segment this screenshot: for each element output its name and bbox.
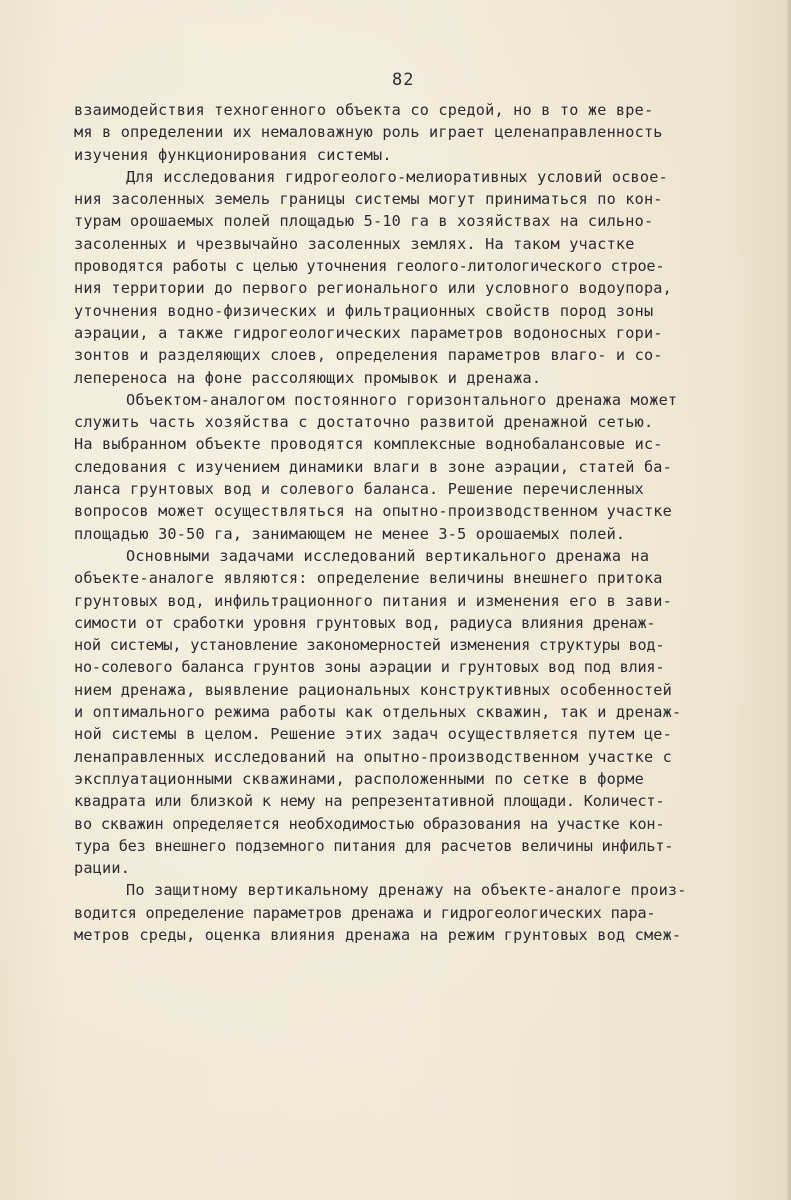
paragraph-start-line: Основными задачами исследований вертикального дренажа на — [126, 546, 650, 565]
text-line: аэрации, а также гидрогеологических параметров водоносных гори- — [74, 323, 663, 342]
page-edge-shadow — [786, 0, 791, 1200]
paragraph-start-line: По защитному вертикальному дренажу на объекте-аналоге произ- — [126, 881, 687, 900]
text-line: площадью 30-50 га, занимающем не менее 3-5 орошаемых полей. — [74, 524, 626, 543]
body-text — [74, 99, 774, 946]
text-line: симости от сработки уровня грунтовых вод, радиуса влияния дренаж- — [74, 613, 656, 632]
text-line: грунтовых вод, инфильтрационного питания и изменения его в зави- — [74, 591, 672, 610]
paragraph-start-line: Для исследования гидрогеолого-мелиоративных условий освое- — [126, 167, 668, 186]
text-line: объекте-аналоге являются: определение величины внешнего притока — [74, 569, 663, 588]
text-line: турам орошаемых полей площадью 5-10 га в хозяйствах на сильно- — [74, 212, 654, 231]
text-line: зонтов и разделяющих слоев, определения параметров влаго- и со- — [74, 346, 663, 365]
text-line: ния засоленных земель границы системы могут приниматься по кон- — [74, 190, 663, 209]
text-line: вопросов может осуществляться на опытно-производственном участке — [74, 502, 672, 521]
text-line: уточнения водно-физических и фильтрационных свойств пород зоны — [74, 301, 654, 320]
text-line: ленаправленных исследований на опытно-производственном участке с — [74, 747, 672, 766]
text-line: ной системы, установление закономерностей изменения структуры вод- — [74, 636, 665, 655]
text-line: ланса грунтовых вод и солевого баланса. Решение перечисленных — [74, 480, 644, 499]
text-line: водится определение параметров дренажа и гидрогеологических пара- — [74, 903, 656, 922]
text-line: мя в определении их немаловажную роль играет целенаправленность — [74, 123, 663, 142]
text-line: лепереноса на фоне рассоляющих промывок и дренажа. — [74, 368, 542, 387]
text-line: рации. — [74, 859, 131, 878]
page-number: 82 — [392, 70, 415, 90]
text-line: следования с изучением динамики влаги в зоне аэрации, статей ба- — [74, 457, 672, 476]
text-line: На выбранном объекте проводятся комплексные воднобалансовые ис- — [74, 435, 663, 454]
text-line: ния территории до первого регионального или условного водоупора, — [74, 279, 672, 298]
text-line: изучения функционирования системы. — [74, 145, 392, 164]
text-line: нием дренажа, выявление рациональных конструктивных особенностей — [74, 680, 672, 699]
text-line: метров среды, оценка влияния дренажа на режим грунтовых вод смеж- — [74, 925, 682, 944]
text-line: во скважин определяется необходимостью образования на участке кон- — [74, 814, 665, 833]
text-line: квадрата или близкой к нему на репрезентативной площади. Количест- — [74, 792, 665, 811]
text-line: служить часть хозяйства с достаточно развитой дренажной сетью. — [74, 413, 654, 432]
text-line: ной системы в целом. Решение этих задач осуществляется путем це- — [74, 725, 672, 744]
paragraph-start-line: Объектом-аналогом постоянного горизонтального дренажа может — [126, 390, 678, 409]
text-line: проводятся работы с целью уточнения геолого-литологического строе- — [74, 257, 665, 276]
text-line: засоленных и чрезвычайно засоленных землях. На таком участке — [74, 234, 635, 253]
text-line: но-солевого баланса грунтов зоны аэрации и грунтовых вод под влия- — [74, 658, 665, 677]
text-line: тура без внешнего подземного питания для расчетов величины инфильт- — [74, 836, 674, 855]
text-line: эксплуатационными скважинами, расположенными по сетке в форме — [74, 769, 644, 788]
text-line: и оптимального режима работы как отдельных скважин, так и дренаж- — [74, 703, 682, 722]
text-line: взаимодействия техногенного объекта со средой, но в то же вре- — [74, 101, 654, 119]
